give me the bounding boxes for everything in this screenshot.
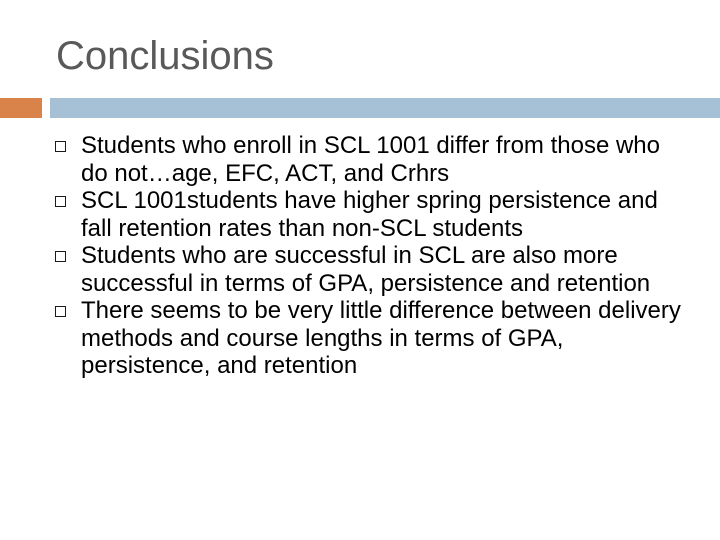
slide-title: Conclusions [56, 34, 274, 78]
square-bullet-icon [55, 141, 66, 152]
bullet-item [52, 297, 692, 380]
square-bullet-icon [55, 251, 66, 262]
bullet-text: Students who are successful in SCL are also more successful in terms of GPA, persistence and retention [81, 242, 651, 297]
bullet-item [52, 242, 692, 297]
bullet-list [52, 132, 692, 380]
bullet-text: There seems to be very little difference between delivery methods and course lengths in terms of GPA, persistence, and retention [81, 297, 681, 379]
bullet-text: Students who enroll in SCL 1001 differ from those who do not…age, EFC, ACT, and Crhrs [81, 132, 660, 187]
title-rule-bar [50, 98, 720, 118]
bullet-item [52, 132, 692, 187]
title-rule-accent [0, 98, 42, 118]
bullet-item [52, 187, 692, 242]
square-bullet-icon [55, 196, 66, 207]
square-bullet-icon [55, 306, 66, 317]
bullet-text: SCL 1001students have higher spring persistence and fall retention rates than non-SCL students [81, 187, 658, 242]
